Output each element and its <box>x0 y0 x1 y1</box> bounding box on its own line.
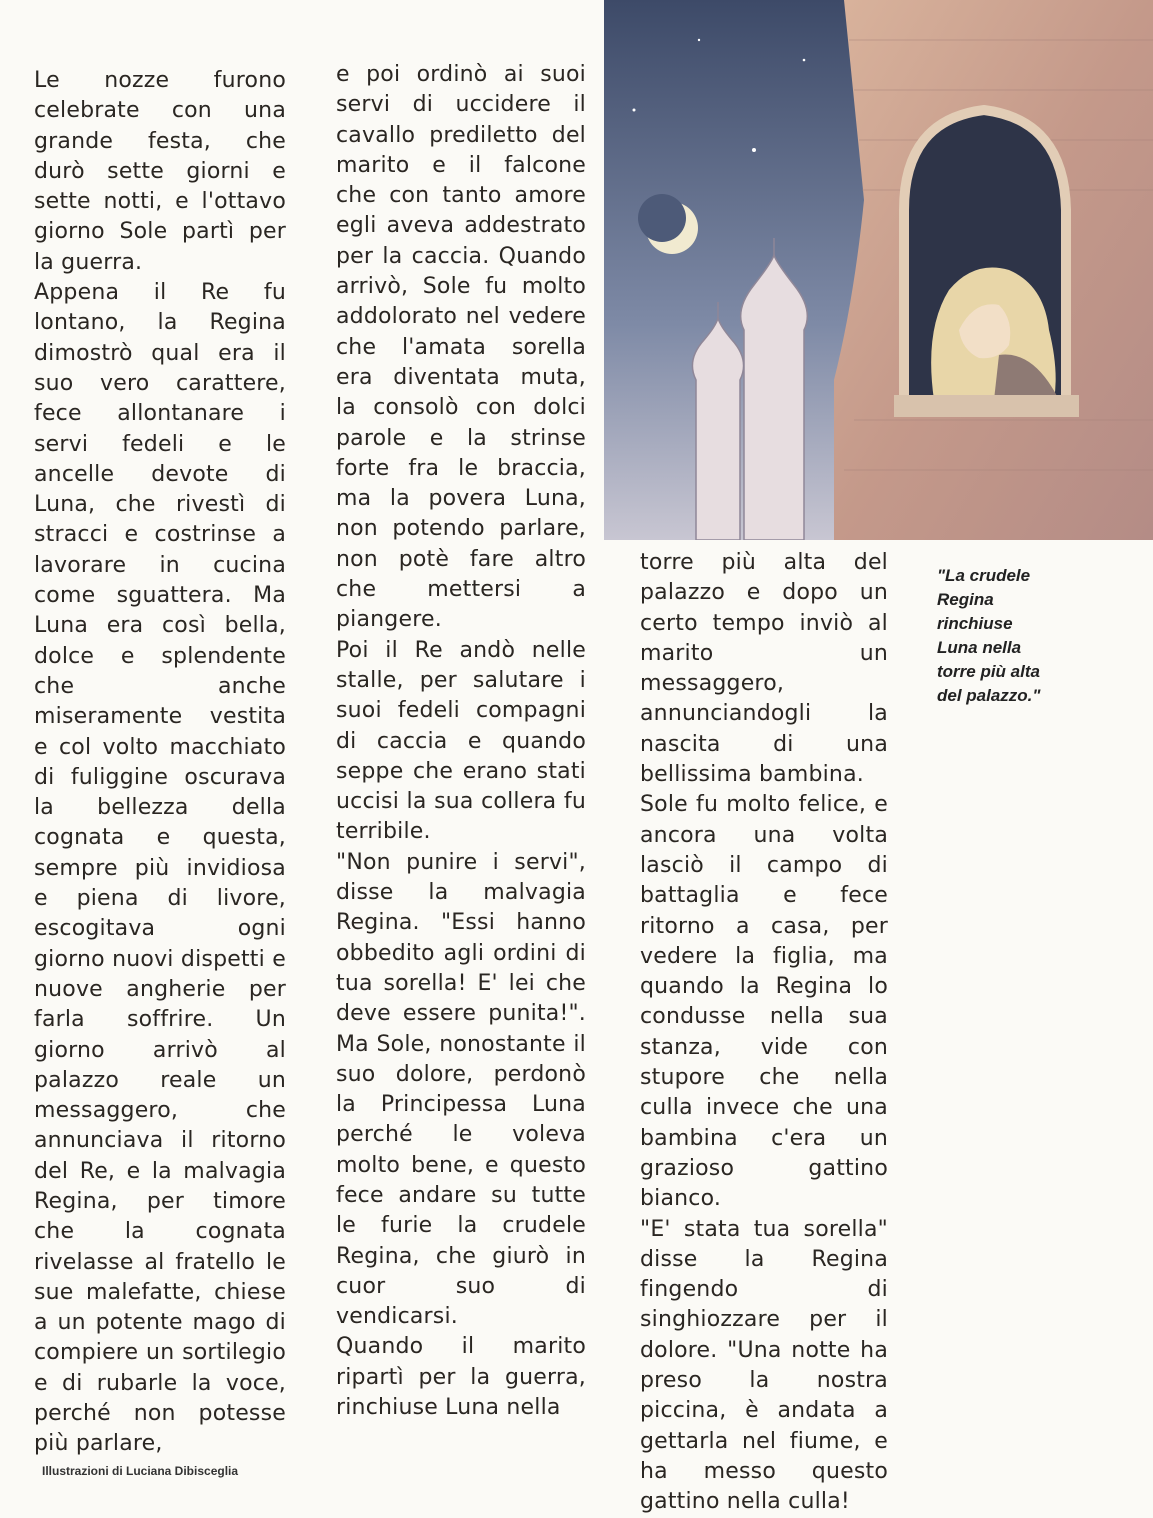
illustration-caption: "La crudele Regina rinchiuse Luna nella torre più alta del palazzo." <box>937 566 1041 705</box>
illustration-credit: Illustrazioni di Luciana Dibisceglia <box>42 1464 239 1478</box>
paragraph: e poi ordinò ai suoi servi di uccidere il cavallo prediletto del marito e il falcone che con tanto amore egli aveva addestrato per la caccia. Quando arrivò, Sole fu molto addolorato nel vedere che l'amata sorella era diventata muta, la consolò con dolci parole e la strinse forte fra le braccia, ma la povera Luna, non potendo parlare, non potè fare altro che mettersi a piangere. <box>336 62 586 633</box>
paragraph: "Non punire i servi", disse la malvagia Regina. "Essi hanno obbedito agli ordini di tua sorella! E' lei che deve essere punita!". Ma Sole, nonostante il suo dolore, perdonò la Principessa Luna perché le voleva molto bene, e questo fece andare su tutte le furie la crudele Regina, che giurò in cuor suo di vendicarsi. <box>336 849 586 1330</box>
paragraph: "E' stata tua sorella" disse la Regina fingendo di singhiozzare per il dolore. "Una notte ha preso la nostra piccina, è andata a gettarla nel fiume, e ha messo questo gattino nella culla! <box>640 1216 888 1515</box>
text-column-1 <box>34 66 286 1460</box>
paragraph: Sole fu molto felice, e ancora una volta lasciò il campo di battaglia e fece ritorno a casa, per vedere la figlia, ma quando la Regina lo condusse nella sua stanza, vide con stupore che nella culla invece che una bambina c'era un grazioso gattino bianco. <box>640 792 888 1212</box>
text-column-2 <box>336 60 586 1423</box>
paragraph: torre più alta del palazzo e dopo un certo tempo inviò al marito un messaggero, annunciandogli la nascita di una bellissima bambina. <box>640 550 888 788</box>
text-column-3 <box>640 548 888 1518</box>
paragraph: Quando il marito ripartì per la guerra, rinchiuse Luna nella <box>336 1334 586 1421</box>
paragraph: Le nozze furono celebrate con una grande festa, che durò sette giorni e sette notti, e l'ottavo giorno Sole partì per la guerra. <box>34 68 286 275</box>
paragraph: Appena il Re fu lontano, la Regina dimostrò qual era il suo vero carattere, fece allontanare i servi fedeli e le ancelle devote di Luna, che rivestì di stracci e costrinse a lavorare in cucina come sguattera. Ma Luna era così bella, dolce e splendente che anche miseramente vestita e col volto macchiato di fuliggine oscurava la bellezza della cognata e questa, sempre più invidiosa e piena di livore, escogitava ogni giorno nuovi dispetti e nuove angherie per farla soffrire. Un giorno arrivò al palazzo reale un messaggero, che annunciava il ritorno del Re, e la malvagia Regina, per timore che la cognata rivelasse al fratello le sue malefatte, chiese a un potente mago di compiere un sortilegio e di rubarle la voce, perché non potesse più parlare, <box>34 280 286 1457</box>
paragraph: Poi il Re andò nelle stalle, per salutare i suoi fedeli compagni di caccia e quando seppe che erano stati uccisi la sua collera fu terribile. <box>336 637 586 845</box>
window-sill <box>894 395 1079 417</box>
tower-window-illustration <box>604 0 1153 540</box>
